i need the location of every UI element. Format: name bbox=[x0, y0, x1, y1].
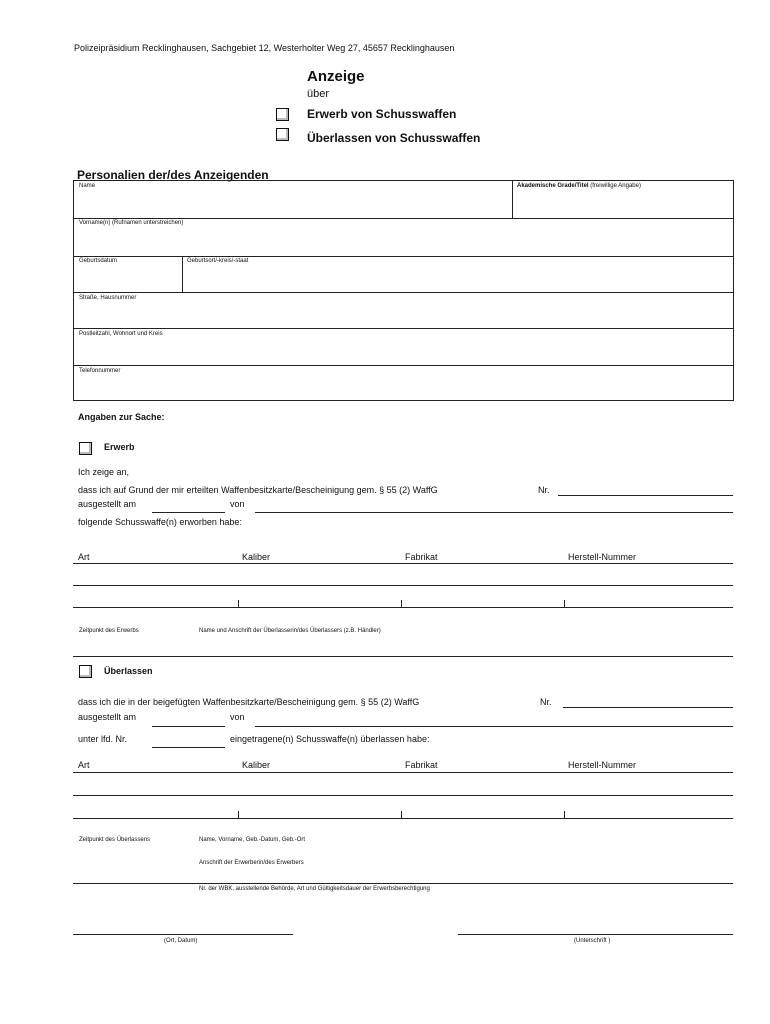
checkbox-erwerb-title[interactable] bbox=[276, 108, 289, 121]
ueberlassen-details-line[interactable] bbox=[73, 883, 733, 884]
erwerb-ausgestellt-label: ausgestellt am bbox=[78, 499, 137, 509]
name-field[interactable] bbox=[74, 181, 513, 219]
erwerb-ueberlasser-label: Name und Anschrift der Überlasserin/des Überlassers (z.B. Händler) bbox=[199, 628, 381, 634]
ueberlassen-table-row2[interactable] bbox=[73, 818, 733, 819]
strasse-label: Straße, Hausnummer bbox=[79, 295, 137, 301]
ueberlassen-col-kaliber: Kaliber bbox=[242, 760, 271, 770]
erwerb-table-row1[interactable] bbox=[73, 585, 733, 586]
option-ueberlassen-label: Überlassen von Schusswaffen bbox=[307, 131, 481, 145]
erwerb-table-header-line bbox=[73, 563, 733, 564]
checkbox-ueberlassen[interactable] bbox=[79, 665, 92, 678]
vorname-label: Vorname(n) (Rufnamen unterstreichen) bbox=[79, 220, 184, 226]
checkbox-erwerb[interactable] bbox=[79, 442, 92, 455]
erwerb-col-herstellnummer: Herstell-Nummer bbox=[568, 552, 637, 562]
ueberlassen-von-field[interactable] bbox=[255, 726, 733, 727]
geburtsdatum-label: Geburtsdatum bbox=[79, 258, 118, 264]
ueberlassen-nr-label: Nr. bbox=[540, 697, 552, 707]
ueberlassen-name-label: Name, Vorname, Geb.-Datum, Geb.-Ort bbox=[199, 837, 306, 843]
ueberlassen-col-herstellnummer: Herstell-Nummer bbox=[568, 760, 637, 770]
plz-field[interactable] bbox=[74, 329, 733, 366]
ueberlassen-col-art: Art bbox=[78, 760, 90, 770]
titel-label: Akademische Grade/Titel bbox=[517, 183, 589, 189]
erwerb-nr-field[interactable] bbox=[558, 495, 733, 496]
form-subtitle: über bbox=[307, 88, 330, 100]
erwerb-label: Erwerb bbox=[104, 442, 135, 452]
ueberlassen-zeitpunkt-label: Zeitpunkt des Überlassens bbox=[79, 837, 151, 843]
ueberlassen-von-label: von bbox=[230, 712, 245, 722]
erwerb-folgende: folgende Schusswaffe(n) erworben habe: bbox=[78, 517, 242, 527]
unterschrift-label: (Unterschrift ) bbox=[574, 938, 611, 944]
erwerb-col-fabrikat: Fabrikat bbox=[405, 552, 438, 562]
ueberlassen-nr-field[interactable] bbox=[563, 707, 733, 708]
geburtsort-field[interactable] bbox=[183, 257, 733, 293]
personalien-table bbox=[73, 180, 734, 401]
strasse-field[interactable] bbox=[74, 293, 733, 329]
erwerb-nr-label: Nr. bbox=[538, 485, 550, 495]
ueberlassen-lfd-label: unter lfd. Nr. bbox=[78, 734, 128, 744]
titel-note: (freiwillige Angabe) bbox=[590, 183, 641, 189]
option-erwerb-label: Erwerb von Schusswaffen bbox=[307, 107, 457, 121]
erwerb-zeitpunkt-line[interactable] bbox=[73, 656, 733, 657]
erwerb-table-row2[interactable] bbox=[73, 607, 733, 608]
erwerb-ausgestellt-field[interactable] bbox=[152, 512, 225, 513]
geburtsort-label: Geburtsort/-kreis/-staat bbox=[187, 258, 249, 264]
erwerb-col-art: Art bbox=[78, 552, 90, 562]
erwerb-line1: dass ich auf Grund der mir erteilten Waffenbesitzkarte/Bescheinigung gem. § 55 (2) WaffG bbox=[78, 485, 438, 495]
ueberlassen-table-row1[interactable] bbox=[73, 795, 733, 796]
erwerb-col-kaliber: Kaliber bbox=[242, 552, 271, 562]
ueberlassen-label: Überlassen bbox=[104, 666, 153, 676]
ueberlassen-wbk-label: Nr. der WBK, ausstellende Behörde, Art und Gültigkeitsdauer der Erwerbsberechtigung bbox=[199, 886, 430, 892]
unterschrift-line[interactable] bbox=[458, 934, 733, 935]
telefon-label: Telefonnummer bbox=[79, 368, 121, 374]
ort-datum-label: (Ort, Datum) bbox=[164, 938, 198, 944]
ueberlassen-line1: dass ich die in der beigefügten Waffenbesitzkarte/Bescheinigung gem. § 55 (2) WaffG bbox=[78, 697, 420, 707]
erwerb-intro: Ich zeige an, bbox=[78, 467, 130, 477]
titel-label-wrap bbox=[517, 183, 641, 189]
checkbox-ueberlassen-title[interactable] bbox=[276, 128, 289, 141]
sache-heading: Angaben zur Sache: bbox=[78, 412, 165, 422]
ueberlassen-col-fabrikat: Fabrikat bbox=[405, 760, 438, 770]
erwerb-von-label: von bbox=[230, 499, 245, 509]
ort-datum-line[interactable] bbox=[73, 934, 293, 935]
telefon-field[interactable] bbox=[74, 366, 733, 400]
plz-label: Postleitzahl, Wohnort und Kreis bbox=[79, 331, 163, 337]
ueberlassen-ausgestellt-field[interactable] bbox=[152, 726, 225, 727]
personalien-heading: Personalien der/des Anzeigenden bbox=[77, 168, 269, 182]
ueberlassen-lfd-field[interactable] bbox=[152, 747, 225, 748]
name-label: Name bbox=[79, 183, 96, 189]
ueberlassen-eingetragene: eingetragene(n) Schusswaffe(n) überlassen habe: bbox=[230, 734, 430, 744]
authority-address: Polizeipräsidium Recklinghausen, Sachgebiet 12, Westerholter Weg 27, 45657 Recklinghausen bbox=[74, 43, 455, 53]
ueberlassen-table-header-line bbox=[73, 772, 733, 773]
ueberlassen-anschrift-label: Anschrift der Erwerberin/des Erwerbers bbox=[199, 860, 304, 866]
erwerb-von-field[interactable] bbox=[255, 512, 733, 513]
erwerb-zeitpunkt-label: Zeitpunkt des Erwerbs bbox=[79, 628, 139, 634]
form-title: Anzeige bbox=[307, 68, 365, 85]
ueberlassen-ausgestellt-label: ausgestellt am bbox=[78, 712, 137, 722]
